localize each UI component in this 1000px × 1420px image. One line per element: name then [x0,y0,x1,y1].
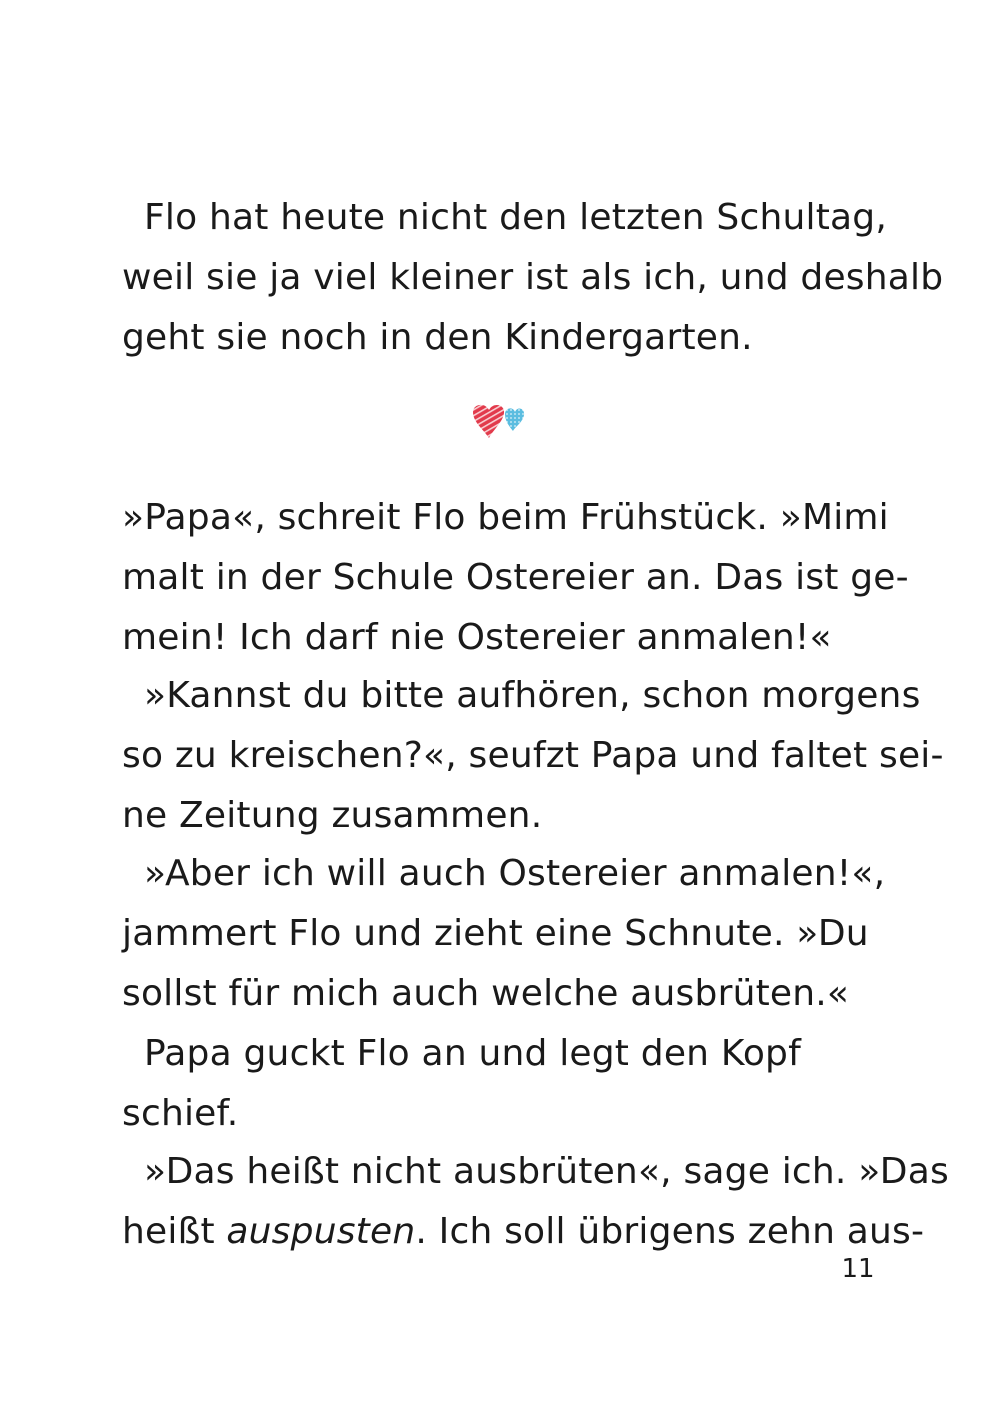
text-line: »Kannst du bitte aufhören, schon morgens [144,675,921,716]
two-hearts-icon [469,400,525,440]
text-line: sollst für mich auch welche ausbrüten.« [122,973,850,1014]
page-number: 11 [841,1254,875,1284]
text-line: geht sie noch in den Kindergarten. [122,317,753,358]
text-line: ne Zeitung zusammen. [122,795,543,836]
text-line [122,1202,925,1262]
text-line: jammert Flo und zieht eine Schnute. »Du [122,913,869,954]
blue-heart-shape [505,408,524,431]
text-line: schief. [122,1093,239,1134]
red-heart-shape [473,405,504,438]
text-line: Papa guckt Flo an und legt den Kopf [144,1033,801,1074]
text-line: Flo hat heute nicht den letzten Schultag, [144,197,887,238]
text-line: weil sie ja viel kleiner ist als ich, und deshalb [122,257,944,298]
text-run: heißt [122,1211,227,1252]
text-run: . Ich soll übrigens zehn aus- [415,1211,925,1252]
text-line: »Papa«, schreit Flo beim Frühstück. »Mimi [122,497,889,538]
text-line: »Das heißt nicht ausbrüten«, sage ich. »Das [144,1151,949,1192]
text-line: so zu kreischen?«, seufzt Papa und faltet sei- [122,735,944,776]
italic-word: auspusten [226,1211,416,1252]
text-line: malt in der Schule Ostereier an. Das ist ge- [122,557,909,598]
text-line: mein! Ich darf nie Ostereier anmalen!« [122,617,832,658]
text-line: »Aber ich will auch Ostereier anmalen!«, [144,853,886,894]
